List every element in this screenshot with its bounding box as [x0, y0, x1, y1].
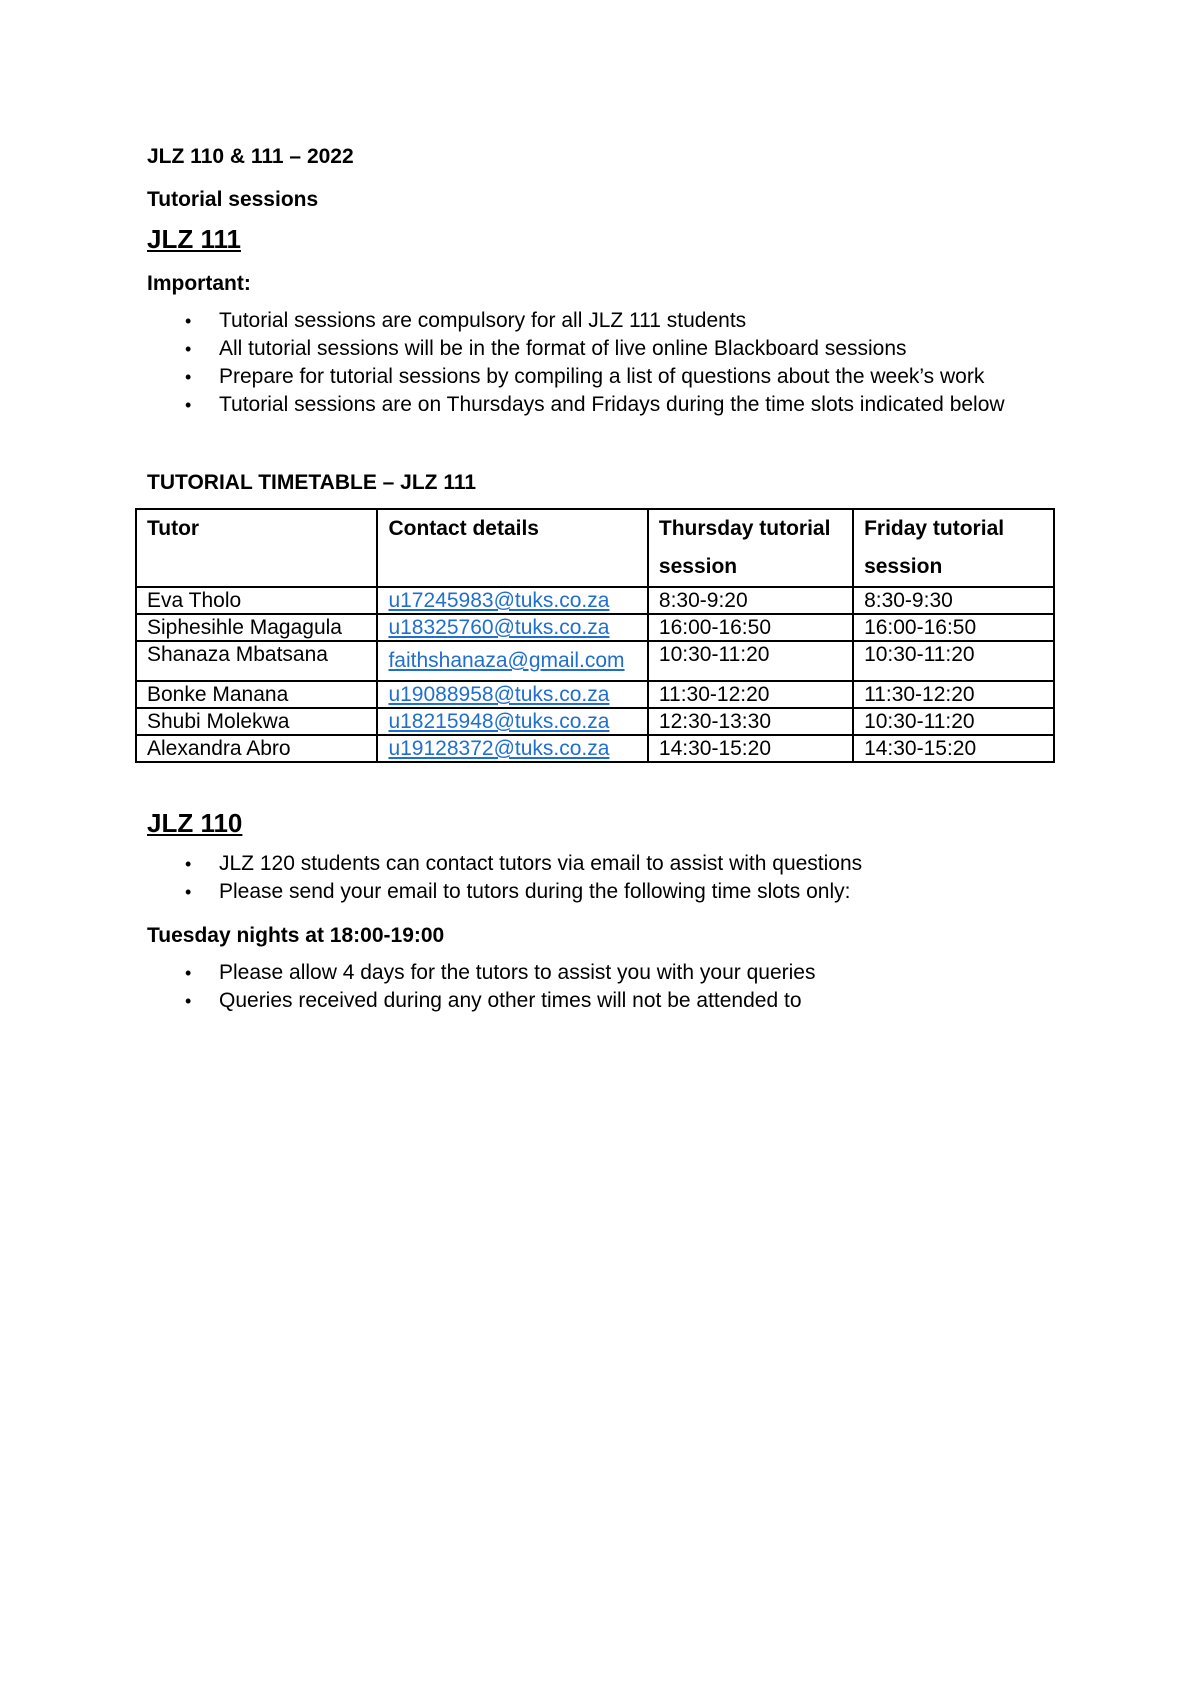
thursday-slot: 10:30-11:20 — [648, 641, 853, 681]
tutorial-timetable — [135, 508, 1055, 763]
bullet-icon: • — [185, 366, 192, 387]
document-title: JLZ 110 & 111 – 2022 — [147, 145, 354, 168]
table-row — [136, 587, 1054, 614]
bullet-icon: • — [185, 962, 192, 983]
table-row — [136, 614, 1054, 641]
table-row — [136, 708, 1054, 735]
bullet-icon: • — [185, 881, 192, 902]
column-header-tutor: Tutor — [136, 509, 377, 587]
bullet-icon: • — [185, 853, 192, 874]
column-header-thursday: Thursday tutorial session — [648, 509, 853, 587]
email-link[interactable]: u17245983@tuks.co.za — [388, 588, 610, 612]
email-time-slot: Tuesday nights at 18:00-19:00 — [147, 923, 445, 947]
thursday-slot: 16:00-16:50 — [648, 614, 853, 641]
email-link[interactable]: u18325760@tuks.co.za — [388, 615, 610, 639]
table-row — [136, 641, 1054, 681]
thursday-slot: 14:30-15:20 — [648, 735, 853, 762]
email-link[interactable]: u19088958@tuks.co.za — [388, 682, 610, 706]
contact-cell — [377, 641, 647, 681]
bullet-icon: • — [185, 990, 192, 1011]
friday-slot: 14:30-15:20 — [853, 735, 1054, 762]
jlz110-notes-list — [147, 959, 1077, 1015]
tutor-name: Siphesihle Magagula — [136, 614, 377, 641]
column-header-contact: Contact details — [377, 509, 647, 587]
email-link[interactable]: u18215948@tuks.co.za — [388, 709, 610, 733]
tutor-name: Alexandra Abro — [136, 735, 377, 762]
jlz111-bullet-list — [147, 307, 1077, 419]
bullet-icon: • — [185, 338, 192, 359]
list-item: • Tutorial sessions are on Thursdays and Fridays during the time slots indicated below — [147, 391, 1077, 419]
list-item: • Tutorial sessions are compulsory for all JLZ 111 students — [147, 307, 1077, 335]
bullet-icon: • — [185, 310, 192, 331]
email-link[interactable]: u19128372@tuks.co.za — [388, 736, 610, 760]
section-heading-jlz111: JLZ 111 — [147, 224, 241, 255]
tutor-name: Bonke Manana — [136, 681, 377, 708]
section-heading-jlz110: JLZ 110 — [147, 807, 243, 838]
friday-slot: 16:00-16:50 — [853, 614, 1054, 641]
document-page — [147, 145, 1077, 1015]
list-item: • All tutorial sessions will be in the format of live online Blackboard sessions — [147, 335, 1077, 363]
thursday-slot: 8:30-9:20 — [648, 587, 853, 614]
bullet-icon: • — [185, 394, 192, 415]
list-item: • Please allow 4 days for the tutors to assist you with your queries — [147, 959, 1077, 987]
tutor-name: Shubi Molekwa — [136, 708, 377, 735]
tutor-name: Shanaza Mbatsana — [136, 641, 377, 681]
contact-cell — [377, 587, 647, 614]
email-link[interactable]: faithshanaza@gmail.com — [388, 648, 625, 672]
friday-slot: 10:30-11:20 — [853, 641, 1054, 681]
contact-cell — [377, 735, 647, 762]
thursday-slot: 11:30-12:20 — [648, 681, 853, 708]
jlz110-bullet-list — [147, 850, 1077, 906]
important-label: Important: — [147, 271, 251, 295]
contact-cell — [377, 614, 647, 641]
tutor-name: Eva Tholo — [136, 587, 377, 614]
contact-cell — [377, 708, 647, 735]
document-subtitle: Tutorial sessions — [147, 188, 319, 212]
table-row — [136, 681, 1054, 708]
timetable-title: TUTORIAL TIMETABLE – JLZ 111 — [147, 470, 477, 494]
list-item: • JLZ 120 students can contact tutors via email to assist with questions — [147, 850, 1077, 878]
friday-slot: 11:30-12:20 — [853, 681, 1054, 708]
contact-cell — [377, 681, 647, 708]
column-header-friday: Friday tutorial session — [853, 509, 1054, 587]
table-header-row — [136, 509, 1054, 587]
list-item: • Queries received during any other times will not be attended to — [147, 987, 1077, 1015]
list-item: • Please send your email to tutors during the following time slots only: — [147, 878, 1077, 906]
friday-slot: 10:30-11:20 — [853, 708, 1054, 735]
table-row — [136, 735, 1054, 762]
friday-slot: 8:30-9:30 — [853, 587, 1054, 614]
thursday-slot: 12:30-13:30 — [648, 708, 853, 735]
list-item: • Prepare for tutorial sessions by compiling a list of questions about the week’s work — [147, 363, 1077, 391]
